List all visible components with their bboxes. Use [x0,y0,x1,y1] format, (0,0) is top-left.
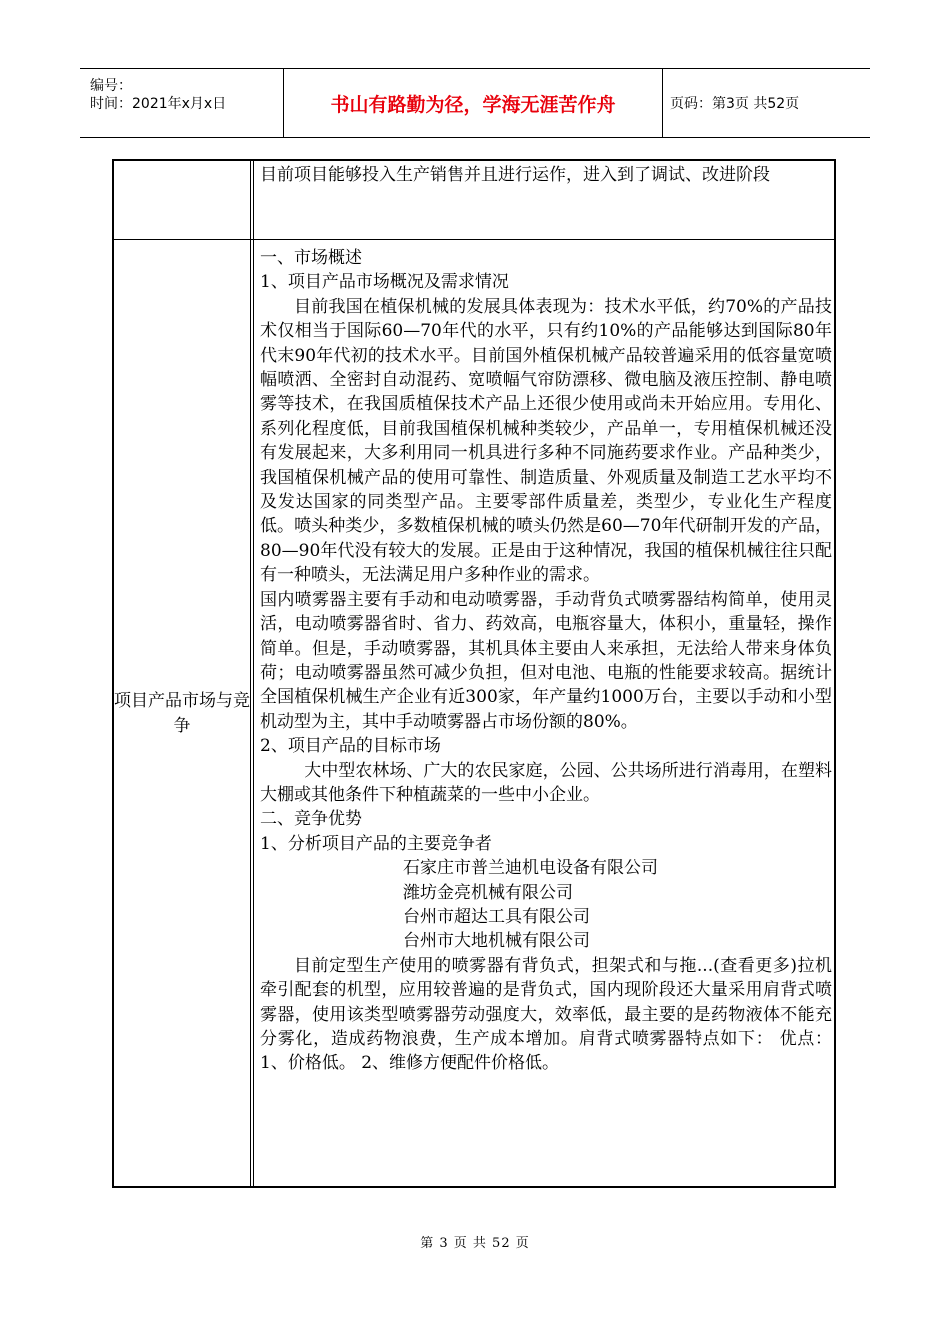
competitor-name: 石家庄市普兰迪机电设备有限公司 [403,858,658,879]
page-header [80,68,870,138]
competitor-name: 潍坊金亮机械有限公司 [403,882,573,903]
market-competition-content [260,246,832,1076]
section-heading: 一、市场概述 [260,248,362,268]
row-label-market-competition: 项目产品市场与竞争 [114,691,250,736]
paragraph: 大中型农林场、广大的农民家庭，公园、公共场所进行消毒用，在塑料大棚或其他条件下种植蔬菜的一些中小企业。 [260,760,832,805]
column-divider [250,161,251,1186]
subsection-heading: 1、分析项目产品的主要竞争者 [260,833,492,854]
section-heading: 二、竞争优势 [260,809,362,830]
header-meta [80,69,283,137]
subsection-heading: 2、项目产品的目标市场 [260,736,441,757]
page-footer: 第 3 页 共 52 页 [420,1236,530,1251]
paragraph: 目前我国在植保机械的发展具体表现为：技术水平低，约70%的产品技术仅相当于国际60—70年代的水平，只有约10%的产品能够达到国际80年代末90年代初的技术水平。目前国外植保机械产品较普遍采用的低容量宽喷幅喷洒、全密封自动混药、宽喷幅气帘防漂移、微电脑及液压控制、静电喷雾等技术，在我国质植保技术产品上还很少使用或尚未开始应用。专用化、系列化程度低，目前我国植保机械种类较少，产品单一，专用植保机械还没有发展起来，大多利用同一机具进行多种不同施药要求作业。产品种类少，我国植保机械产品的使用可靠性、制造质量、外观质量及制造工艺水平均不及发达国家的同类型产品。主要零部件质量差，类型少，专业化生产程度低。喷头种类少，多数植保机械的喷头仍然是60—70年代研制开发的产品，80—90年代没有较大的发展。正是由于这种情况，我国的植保机械往往只配有一种喷头，无法满足用户多种作业的需求。 [260,296,832,586]
competitor-name: 台州市大地机械有限公司 [403,931,590,952]
document-date: 时间：2021年x月x日 [90,96,227,112]
row-divider [114,239,834,240]
competitor-name: 台州市超达工具有限公司 [403,906,590,927]
paragraph: 目前定型生产使用的喷雾器有背负式，担架式和与拖...(查看更多)拉机牵引配套的机型，应用较普遍的是背负式，国内现阶段还大量采用肩背式喷雾器，使用该类型喷雾器劳动强度大，效率低，最主要的是药物液体不能充分雾化，造成药物浪费，生产成本增加。肩背式喷雾器特点如下： 优点：1、价格低。 2、维修方便配件价格低。 [260,955,832,1074]
column-divider-inner [253,161,254,1186]
subsection-heading: 1、项目产品市场概况及需求情况 [260,272,509,293]
header-page-info: 页码：第3页 共52页 [670,96,800,112]
document-number-label: 编号： [90,78,132,94]
header-motto: 书山有路勤为径，学海无涯苦作舟 [283,69,663,137]
project-status-text: 目前项目能够投入生产销售并且进行运作，进入到了调试、改进阶段 [260,165,770,185]
paragraph: 国内喷雾器主要有手动和电动喷雾器，手动背负式喷雾器结构简单，使用灵活，电动喷雾器省时、省力、药效高，电瓶容量大，体积小，重量轻，操作简单。但是，手动喷雾器，其机具体主要由人来承担，无法给人带来身体负荷；电动喷雾器虽然可减少负担，但对电池、电瓶的性能要求较高。据统计全国植保机械生产企业有近300家，年产量约1000万台，主要以手动和小型机动型为主，其中手动喷雾器占市场份额的80%。 [260,589,832,732]
content-table [112,159,836,1188]
